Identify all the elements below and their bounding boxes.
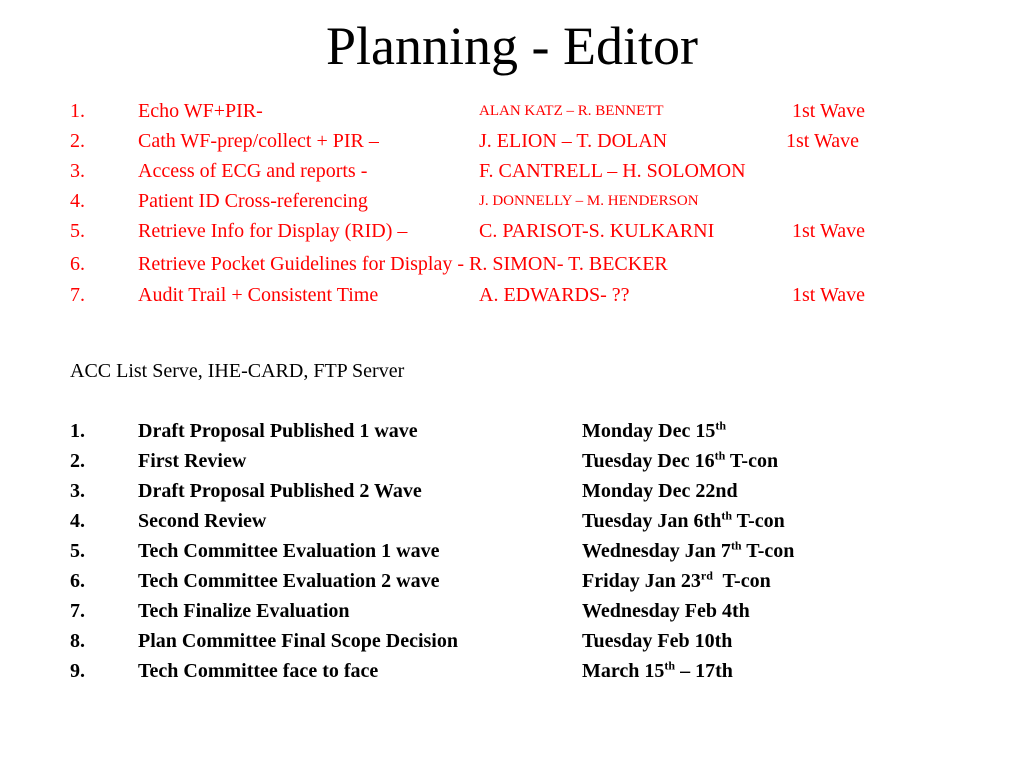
task-text: Access of ECG and reports - [138, 160, 368, 182]
wave-text: 1st Wave [792, 284, 866, 306]
item-number: 1. [70, 420, 85, 442]
owner-text: J. DONNELLY – M. HENDERSON [479, 193, 699, 209]
assignment-row [0, 156, 1024, 186]
schedule-item: Draft Proposal Published 2 Wave [138, 480, 422, 502]
item-number: 7. [70, 600, 85, 622]
schedule-item: Second Review [138, 510, 267, 532]
task-text: Retrieve Pocket Guidelines for Display - R. SIMON- T. BECKER [138, 253, 668, 275]
schedule-row [0, 506, 1024, 536]
schedule-row [0, 566, 1024, 596]
item-number: 6. [70, 253, 85, 275]
mailing-list-note: ACC List Serve, IHE-CARD, FTP Server [70, 360, 405, 382]
schedule-item: Draft Proposal Published 1 wave [138, 420, 418, 442]
schedule-item: Plan Committee Final Scope Decision [138, 630, 458, 652]
task-text: Cath WF-prep/collect + PIR – [138, 130, 379, 152]
item-number: 7. [70, 284, 85, 306]
schedule-date: Tuesday Jan $6th^{th}$ T-con [582, 508, 785, 532]
schedule-date: Monday Dec 15th [582, 418, 726, 442]
owner-text: ALAN KATZ – R. BENNETT [479, 103, 664, 119]
schedule-date: Wednesday Jan 7th T-con [582, 538, 795, 562]
schedule-row [0, 656, 1024, 686]
schedule-row [0, 626, 1024, 656]
assignment-row [0, 126, 1024, 156]
schedule-date: Tuesday Feb 10th [582, 630, 733, 652]
item-number: 1. [70, 100, 85, 122]
schedule-item: First Review [138, 450, 247, 472]
schedule-row [0, 416, 1024, 446]
owner-text: C. PARISOT-S. KULKARNI [479, 220, 715, 242]
assignment-row [0, 249, 1024, 279]
slide-title: Planning - Editor [326, 16, 698, 76]
assignment-row [0, 280, 1024, 310]
item-number: 6. [70, 570, 85, 592]
item-number: 3. [70, 160, 85, 182]
schedule-item: Tech Committee Evaluation 1 wave [138, 540, 440, 562]
wave-text: 1st Wave [792, 100, 866, 122]
owner-text: J. ELION – T. DOLAN [479, 130, 668, 152]
owner-text: F. CANTRELL – H. SOLOMON [479, 160, 746, 182]
item-number: 3. [70, 480, 85, 502]
task-text: Audit Trail + Consistent Time [138, 284, 379, 306]
schedule-date: Tuesday Dec 16th T-con [582, 448, 779, 472]
schedule-row [0, 536, 1024, 566]
item-number: 9. [70, 660, 85, 682]
item-number: 2. [70, 130, 85, 152]
task-text: Retrieve Info for Display (RID) – [138, 220, 408, 242]
assignment-row [0, 216, 1024, 246]
schedule-row [0, 596, 1024, 626]
task-text: Patient ID Cross-referencing [138, 190, 368, 212]
assignment-row [0, 96, 1024, 126]
item-number: 4. [70, 190, 85, 212]
wave-text: 1st Wave [792, 220, 866, 242]
item-number: 8. [70, 630, 85, 652]
schedule-row [0, 446, 1024, 476]
schedule-date: Wednesday Feb 4th [582, 600, 750, 622]
schedule-item: Tech Finalize Evaluation [138, 600, 350, 622]
task-text: Echo WF+PIR- [138, 100, 263, 122]
schedule-date: Monday Dec 22nd [582, 480, 738, 502]
wave-text: 1st Wave [786, 130, 860, 152]
schedule-item: Tech Committee face to face [138, 660, 379, 682]
item-number: 5. [70, 220, 85, 242]
schedule-date: Friday Jan 23rd T-con [582, 568, 771, 592]
schedule-item: Tech Committee Evaluation 2 wave [138, 570, 440, 592]
owner-text: A. EDWARDS- ?? [479, 284, 630, 306]
item-number: 5. [70, 540, 85, 562]
item-number: 2. [70, 450, 85, 472]
assignment-row [0, 186, 1024, 216]
schedule-date: March 15th – 17th [582, 658, 733, 682]
schedule-row [0, 476, 1024, 506]
item-number: 4. [70, 510, 85, 532]
